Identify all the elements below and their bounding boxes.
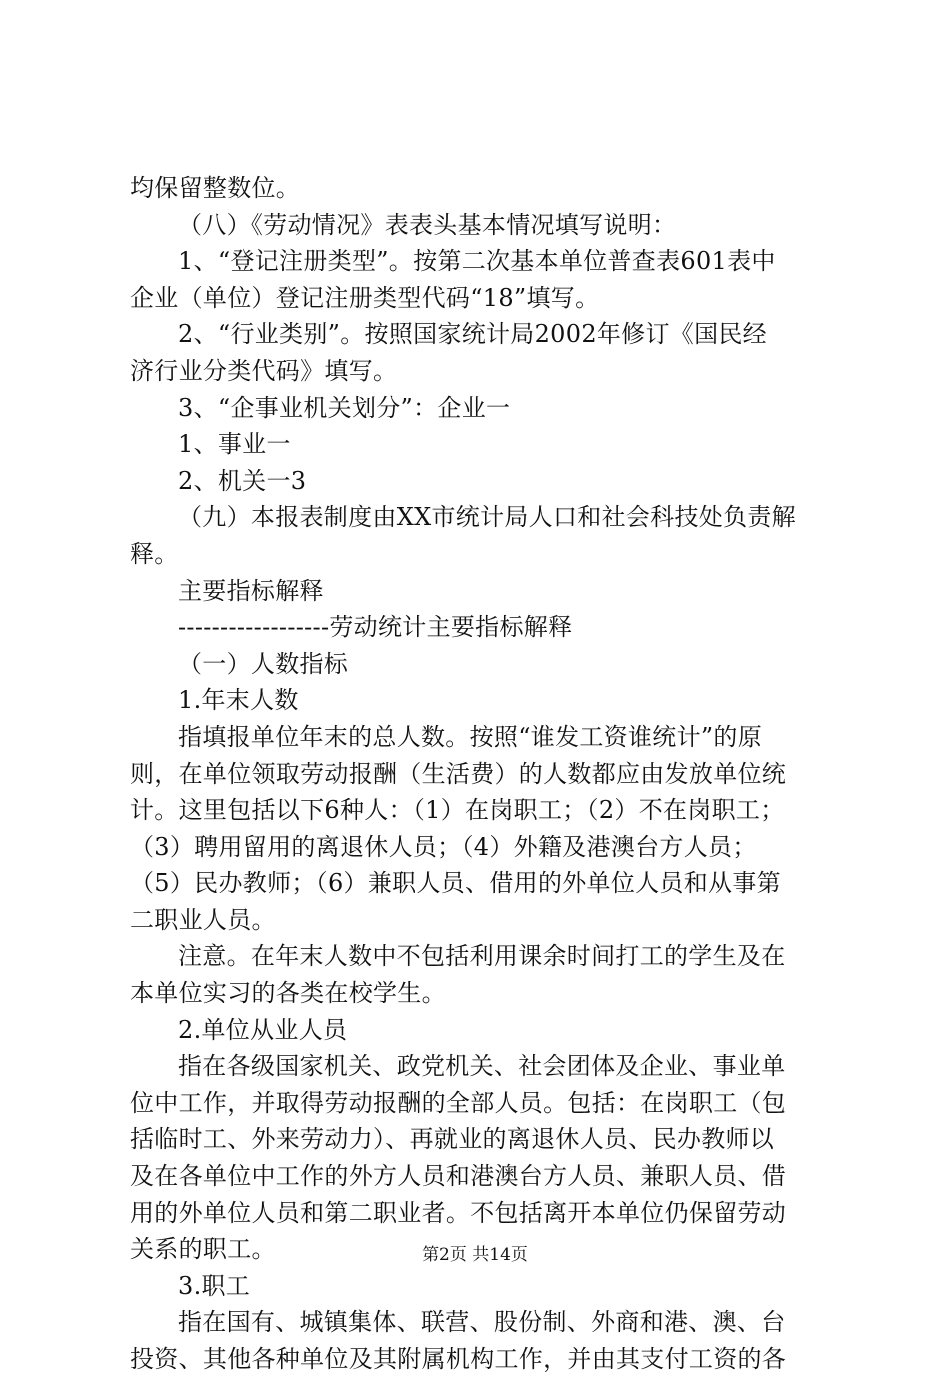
text-line: （九）本报表制度由XX市统计局人口和社会科技处负责解 — [178, 503, 796, 532]
text-line: 指在各级国家机关、政党机关、社会团体及企业、事业单 — [178, 1052, 786, 1081]
text-line: 本单位实习的各类在校学生。 — [130, 979, 446, 1008]
text-line: 1、事业一 — [178, 430, 291, 459]
text-line: （一）人数指标 — [178, 649, 349, 678]
text-line: 则，在单位领取劳动报酬（生活费）的人数都应由发放单位统 — [130, 759, 787, 788]
text-line: 2、机关一3 — [178, 466, 307, 495]
text-line: 2.单位从业人员 — [178, 1015, 348, 1044]
text-line: 主要指标解释 — [178, 576, 324, 605]
text-line: ------------------劳动统计主要指标解释 — [178, 613, 573, 642]
text-line: （5）民办教师；（6）兼职人员、借用的外单位人员和从事第 — [130, 869, 781, 898]
text-line: 指填报单位年末的总人数。按照“谁发工资谁统计”的原 — [178, 722, 763, 751]
text-line: 1、“登记注册类型”。按第二次基本单位普查表601表中 — [178, 247, 776, 276]
text-line: 企业（单位）登记注册类型代码“18”填写。 — [130, 283, 600, 312]
page-footer: 第2页 共14页 — [422, 1245, 528, 1265]
text-line: 指在国有、城镇集体、联营、股份制、外商和港、澳、台 — [178, 1308, 786, 1337]
text-line: 释。 — [130, 539, 179, 568]
text-line: 位中工作，并取得劳动报酬的全部人员。包括：在岗职工（包 — [130, 1088, 787, 1117]
text-line: 计。这里包括以下6种人：（1）在岗职工；（2）不在岗职工； — [130, 796, 785, 825]
text-line: 1.年末人数 — [178, 686, 299, 715]
text-line: 均保留整数位。 — [130, 174, 301, 202]
text-line: 及在各单位中工作的外方人员和港澳台方人员、兼职人员、借 — [130, 1162, 787, 1191]
text-line: （3）聘用留用的离退休人员；（4）外籍及港澳台方人员； — [130, 832, 757, 861]
text-line: 用的外单位人员和第二职业者。不包括离开本单位仍保留劳动 — [130, 1198, 787, 1227]
text-line: 二职业人员。 — [130, 905, 276, 934]
text-line: 3.职工 — [178, 1271, 251, 1300]
text-line: 关系的职工。 — [130, 1235, 276, 1264]
text-line: 括临时工、外来劳动力）、再就业的离退休人员、民办教师以 — [130, 1125, 775, 1154]
text-line: 注意。在年末人数中不包括利用课余时间打工的学生及在 — [178, 942, 786, 971]
text-line: 2、“行业类别”。按照国家统计局2002年修订《国民经 — [178, 320, 767, 349]
text-line: （八）《劳动情况》表表头基本情况填写说明： — [178, 210, 677, 239]
text-line: 3、“企事业机关划分”：企业一 — [178, 393, 511, 422]
text-line: 济行业分类代码》填写。 — [130, 356, 398, 385]
text-line: 投资、其他各种单位及其附属机构工作，并由其支付工资的各 — [130, 1345, 787, 1373]
document-body — [130, 170, 830, 1378]
